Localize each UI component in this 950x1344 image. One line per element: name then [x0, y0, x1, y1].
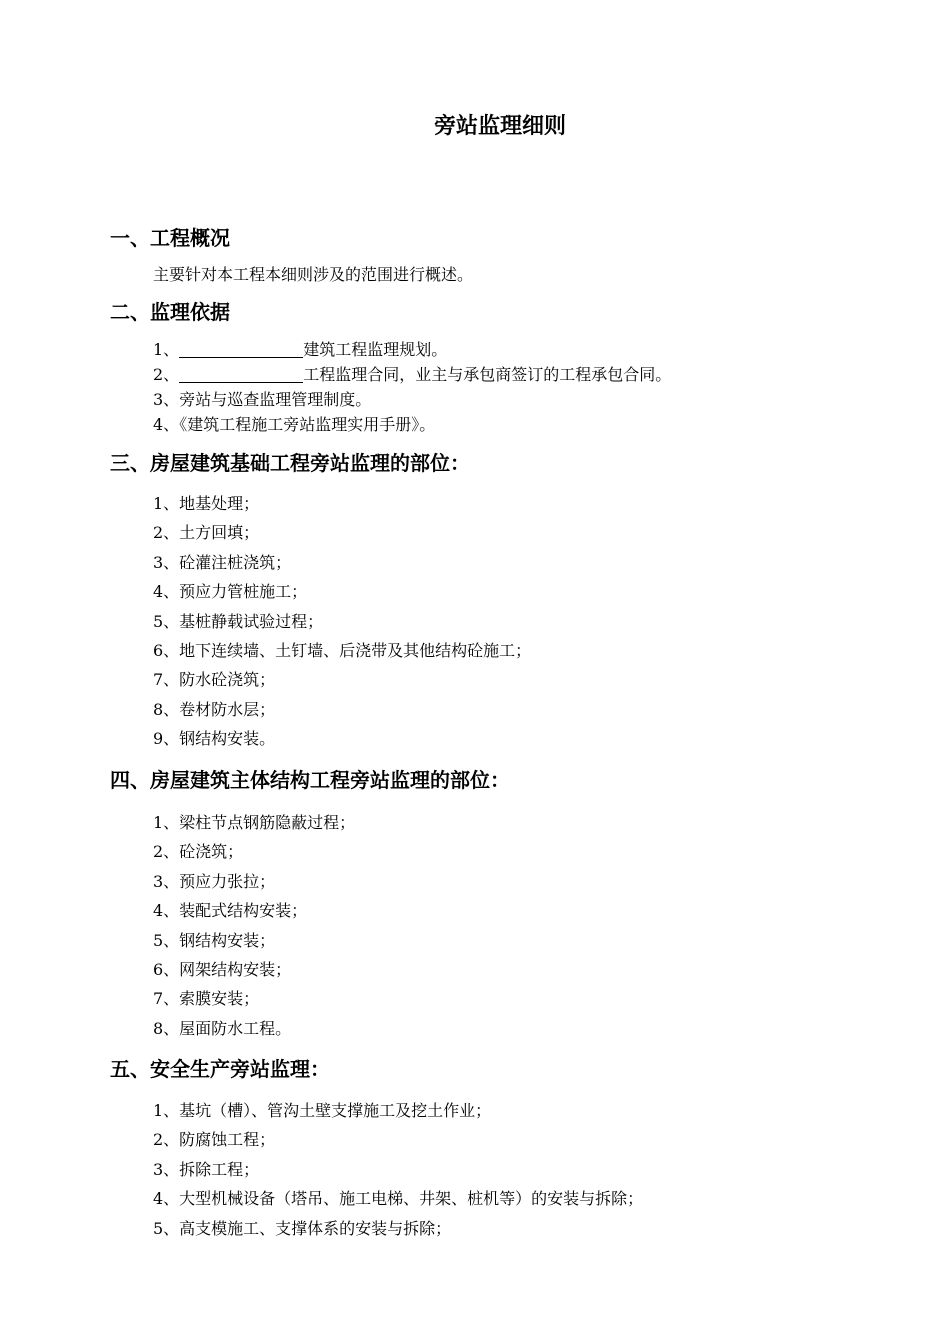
list-item: 5、钢结构安装；: [153, 930, 276, 950]
list-item-number: 4、: [153, 415, 180, 434]
list-item: 5、基桩静载试验过程；: [153, 611, 324, 631]
list-item: 8、卷材防水层；: [153, 699, 276, 719]
list-item: [153, 337, 671, 362]
list-item: 1、梁柱节点钢筋隐蔽过程；: [153, 813, 356, 832]
list-item: 5、高支模施工、支撑体系的安装与拆除；: [153, 1218, 452, 1238]
section-heading-structure: 四、房屋建筑主体结构工程旁站监理的部位：: [110, 768, 510, 792]
fill-in-blank: [179, 341, 303, 358]
list-item: 4、大型机械设备（塔吊、施工电梯、井架、桩机等）的安装与拆除；: [153, 1189, 644, 1209]
document-title: 旁站监理细则: [433, 114, 566, 139]
list-item: 7、防水砼浇筑；: [153, 670, 276, 690]
list-item: [153, 362, 671, 387]
fill-in-blank: [179, 366, 303, 383]
section-heading-foundation: 三、房屋建筑基础工程旁站监理的部位：: [110, 451, 470, 475]
list-item: 2、砼浇筑；: [153, 842, 244, 862]
list-item: 2、防腐蚀工程；: [153, 1130, 276, 1150]
list-item: 3、预应力张拉；: [153, 871, 276, 891]
list-item: 1、地基处理；: [153, 494, 260, 513]
list-item: 8、屋面防水工程。: [153, 1018, 292, 1038]
list-item-text: 《建筑工程施工旁站监理实用手册》。: [179, 415, 436, 434]
list-item: [153, 387, 671, 412]
list-item-number: 2、: [153, 365, 180, 384]
list-item: [153, 412, 671, 437]
list-item-text: 工程监理合同，业主与承包商签订的工程承包合同。: [303, 365, 672, 384]
list-item-number: 3、: [153, 390, 180, 409]
list-item: 3、拆除工程；: [153, 1159, 260, 1179]
list-item: 4、预应力管桩施工；: [153, 582, 308, 602]
list-item-text: 建筑工程监理规划。: [303, 340, 448, 359]
list-item: 4、装配式结构安装；: [153, 901, 308, 921]
list-item-number: 1、: [153, 340, 180, 359]
safety-list: [153, 1096, 643, 1243]
list-item: 1、基坑（槽）、管沟土壁支撑施工及挖土作业；: [153, 1101, 492, 1120]
list-item-text: 旁站与巡查监理管理制度。: [179, 390, 372, 409]
structure-list: [153, 808, 355, 1043]
section-heading-safety: 五、安全生产旁站监理：: [110, 1057, 330, 1081]
list-item: 9、钢结构安装。: [153, 729, 276, 749]
list-item: 7、索膜安装；: [153, 989, 260, 1009]
list-item: 2、土方回填；: [153, 523, 260, 543]
list-item: 6、地下连续墙、土钉墙、后浇带及其他结构砼施工；: [153, 640, 532, 660]
section-heading-overview: 一、工程概况: [110, 226, 230, 250]
list-item: 6、网架结构安装；: [153, 959, 292, 979]
foundation-list: [153, 489, 531, 754]
basis-list: [153, 337, 671, 437]
section-heading-basis: 二、监理依据: [110, 300, 230, 324]
list-item: 3、砼灌注桩浇筑；: [153, 552, 292, 572]
overview-paragraph: 主要针对本工程本细则涉及的范围进行概述。: [153, 265, 474, 284]
